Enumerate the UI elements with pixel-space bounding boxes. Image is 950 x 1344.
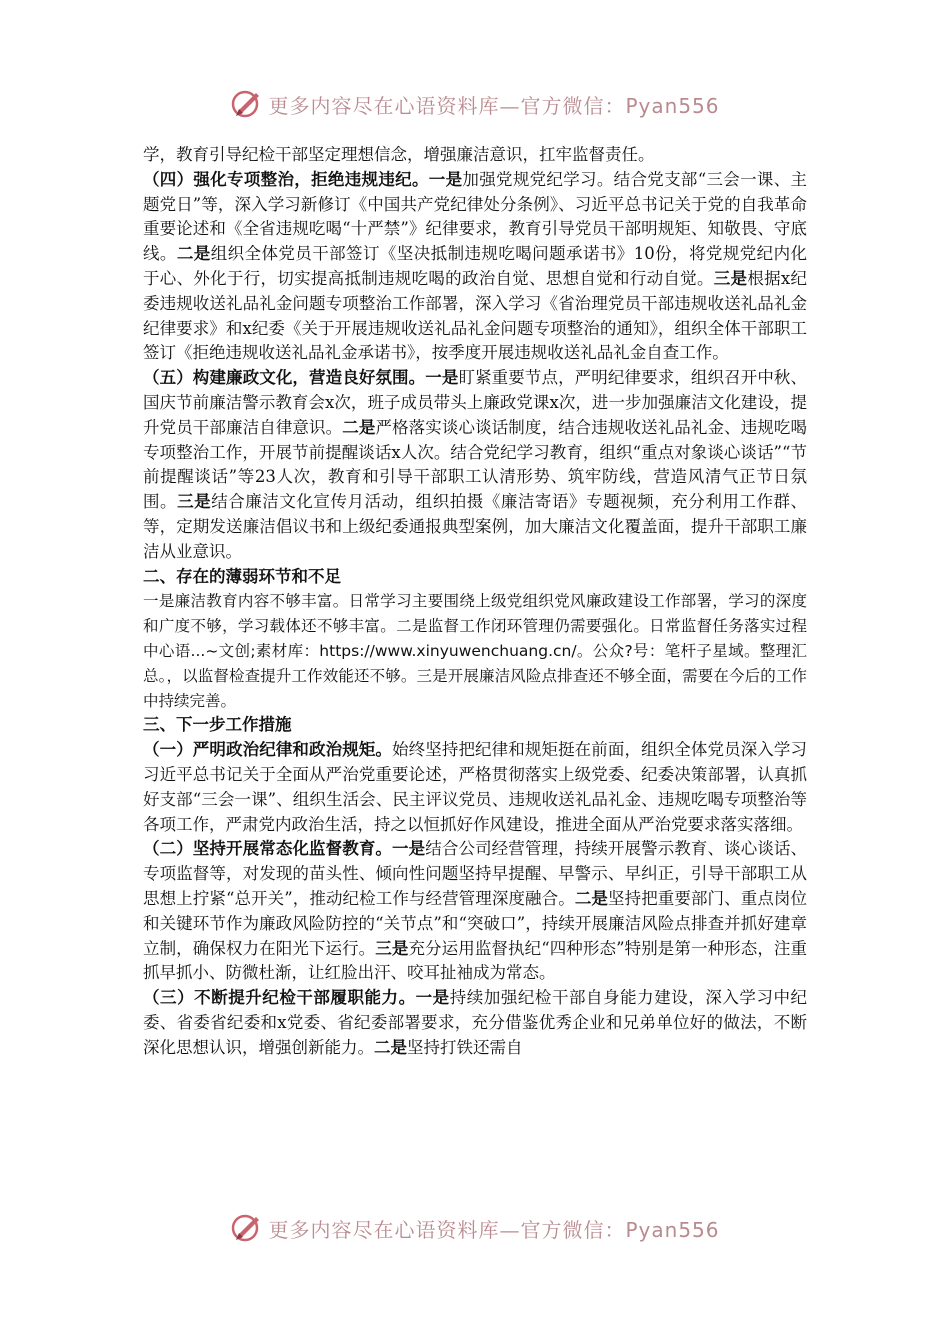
- header-watermark-banner: [0, 84, 950, 124]
- paragraph: 学，教育引导纪检干部坚定理想信念，增强廉洁意识，扛牢监督责任。: [143, 145, 655, 164]
- paragraph: （四）强化专项整治，拒绝违规违纪。一是加强党规党纪学习。结合党支部“三会一课、主题党日”等，深入学习新修订《中国共产党纪律处分条例》、习近平总书记关于党的自我革命重要论述和《全省违规吃喝“十严禁”》纪律要求，教育引导党员干部明规矩、知敬畏、守底线。二是组织全体党员干部签订《坚决抵制违规吃喝问题承诺书》10份，将党规党纪内化于心、外化于行，切实提高抵制违规吃喝的政治自觉、思想自觉和行动自觉。三是根据x纪委违规收送礼品礼金问题专项整治工作部署，深入学习《省治理党员干部违规收送礼品礼金纪律要求》和x纪委《关于开展违规收送礼品礼金问题专项整治的通知》，组织全体干部职工签订《拒绝违规收送礼品礼金承诺书》，按季度开展违规收送礼品礼金自查工作。: [143, 169, 808, 363]
- section-heading: 三、下一步工作措施: [143, 715, 292, 735]
- document-body: [143, 143, 807, 1060]
- paragraph: 一是廉洁教育内容不够丰富。日常学习主要围绕上级党组织党风廉政建设工作部署，学习的深度和广度不够，学习载体还不够丰富。二是监督工作闭环管理仍需要强化。日常监督任务落实过程中心语...~文创;素材库：https://www.xinyuwenchuang.cn/。公众?号：笔杆子星域。整理汇总。，以监督检查提升工作效能还不够。三是开展廉洁风险点排查还不够全面，需要在今后的工作中持续完善。: [143, 592, 807, 710]
- banner-text: 更多内容尽在心语资料库—官方微信：Pyan556: [268, 93, 720, 118]
- paragraph: （一）严明政治纪律和政治规矩。始终坚持把纪律和规矩挺在前面，组织全体党员深入学习习近平总书记关于全面从严治党重要论述，严格贯彻落实上级党委、纪委决策部署，认真抓好支部“三会一课”、组织生活会、民主评议党员、违规收送礼品礼金、违规吃喝专项整治等各项工作，严肃党内政治生活，持之以恒抓好作风建设，推进全面从严治党要求落实落细。: [143, 740, 808, 834]
- paragraph: （五）构建廉政文化，营造良好氛围。一是盯紧重要节点，严明纪律要求，组织召开中秋、国庆节前廉洁警示教育会x次，班子成员带头上廉政党课x次，进一步加强廉洁文化建设，提升党员干部廉洁自律意识。二是严格落实谈心谈话制度，结合违规收送礼品礼金、违规吃喝专项整治工作，开展节前提醒谈话x人次。结合党纪学习教育，组织“重点对象谈心谈话”“节前提醒谈话”等23人次，教育和引导干部职工认清形势、筑牢防线，营造风清气正节日氛围。三是结合廉洁文化宣传月活动，组织拍摄《廉洁寄语》专题视频，充分利用工作群、等，定期发送廉洁倡议书和上级纪委通报典型案例，加大廉洁文化覆盖面，提升干部职工廉洁从业意识。: [143, 368, 808, 561]
- pen-logo-icon: [230, 87, 264, 121]
- section-heading: 二、存在的薄弱环节和不足: [143, 566, 341, 586]
- banner-text: 更多内容尽在心语资料库—官方微信：Pyan556: [268, 1217, 720, 1242]
- pen-logo-icon: [230, 1211, 264, 1245]
- paragraph: （二）坚持开展常态化监督教育。一是结合公司经营管理，持续开展警示教育、谈心谈话、专项监督等，对发现的苗头性、倾向性问题坚持早提醒、早警示、早纠正，引导干部职工从思想上拧紧“总开关”，推动纪检工作与经营管理深度融合。二是坚持把重要部门、重点岗位和关键环节作为廉政风险防控的“关节点”和“突破口”，持续开展廉洁风险点排查并抓好建章立制，确保权力在阳光下运行。三是充分运用监督执纪“四种形态”特别是第一种形态，注重抓早抓小、防微杜渐，让红脸出汗、咬耳扯袖成为常态。: [143, 839, 808, 983]
- paragraph: （三）不断提升纪检干部履职能力。一是持续加强纪检干部自身能力建设，深入学习中纪委、省委省纪委和x党委、省纪委部署要求，充分借鉴优秀企业和兄弟单位好的做法，不断深化思想认识，增强创新能力。二是坚持打铁还需自: [143, 988, 808, 1057]
- footer-watermark-banner: [0, 1208, 950, 1248]
